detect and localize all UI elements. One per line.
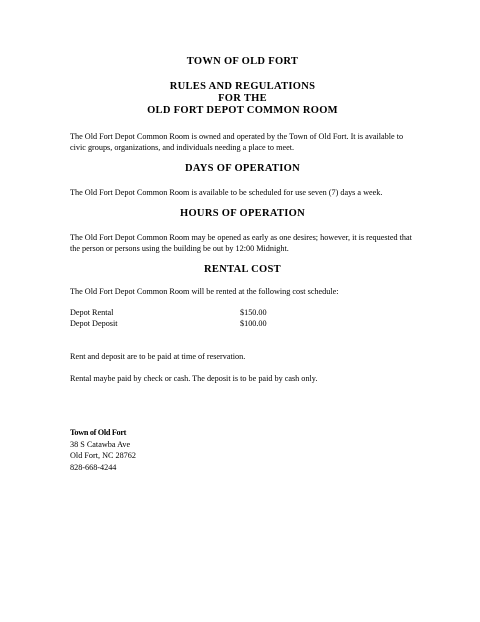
contact-phone: 828-668-4244	[70, 462, 117, 472]
payment-timing-note: Rent and deposit are to be paid at time of reservation.	[70, 352, 246, 361]
fee-row-rental	[70, 308, 415, 319]
fee-label: Depot Deposit	[70, 318, 118, 328]
town-title: TOWN OF OLD FORT	[186, 56, 299, 67]
fee-amount: $150.00	[240, 308, 267, 317]
payment-method-note: Rental maybe paid by check or cash. The deposit is to be paid by cash only.	[70, 374, 318, 383]
rules-title: RULES AND REGULATIONS	[169, 81, 316, 92]
days-paragraph: The Old Fort Depot Common Room is available to be scheduled for use seven (7) days a week.	[70, 188, 383, 197]
contact-street: 38 S Catawba Ave	[70, 439, 131, 449]
fee-table	[70, 308, 415, 329]
days-heading: DAYS OF OPERATION	[185, 163, 300, 174]
contact-city: Old Fort, NC 28762	[70, 451, 136, 460]
contact-block	[70, 427, 415, 473]
contact-name: Town of Old Fort	[70, 428, 127, 437]
for-the-title: FOR THE	[218, 93, 267, 104]
fee-row-deposit	[70, 319, 415, 330]
hours-paragraph: The Old Fort Depot Common Room may be opened as early as one desires; however, it is requested that the person or persons using the building be out by 12:00 Midnight.	[70, 233, 412, 253]
document-body	[70, 56, 415, 473]
fee-amount: $100.00	[240, 318, 267, 328]
intro-paragraph: The Old Fort Depot Common Room is owned and operated by the Town of Old Fort. It is available to civic groups, organizations, and individuals needing a place to meet.	[70, 132, 404, 152]
hours-heading: HOURS OF OPERATION	[180, 208, 305, 219]
document-header	[70, 56, 415, 117]
fee-label: Depot Rental	[70, 308, 114, 317]
rental-paragraph: The Old Fort Depot Common Room will be rented at the following cost schedule:	[70, 287, 339, 296]
common-room-title: OLD FORT DEPOT COMMON ROOM	[147, 105, 338, 116]
rental-heading: RENTAL COST	[204, 264, 281, 275]
